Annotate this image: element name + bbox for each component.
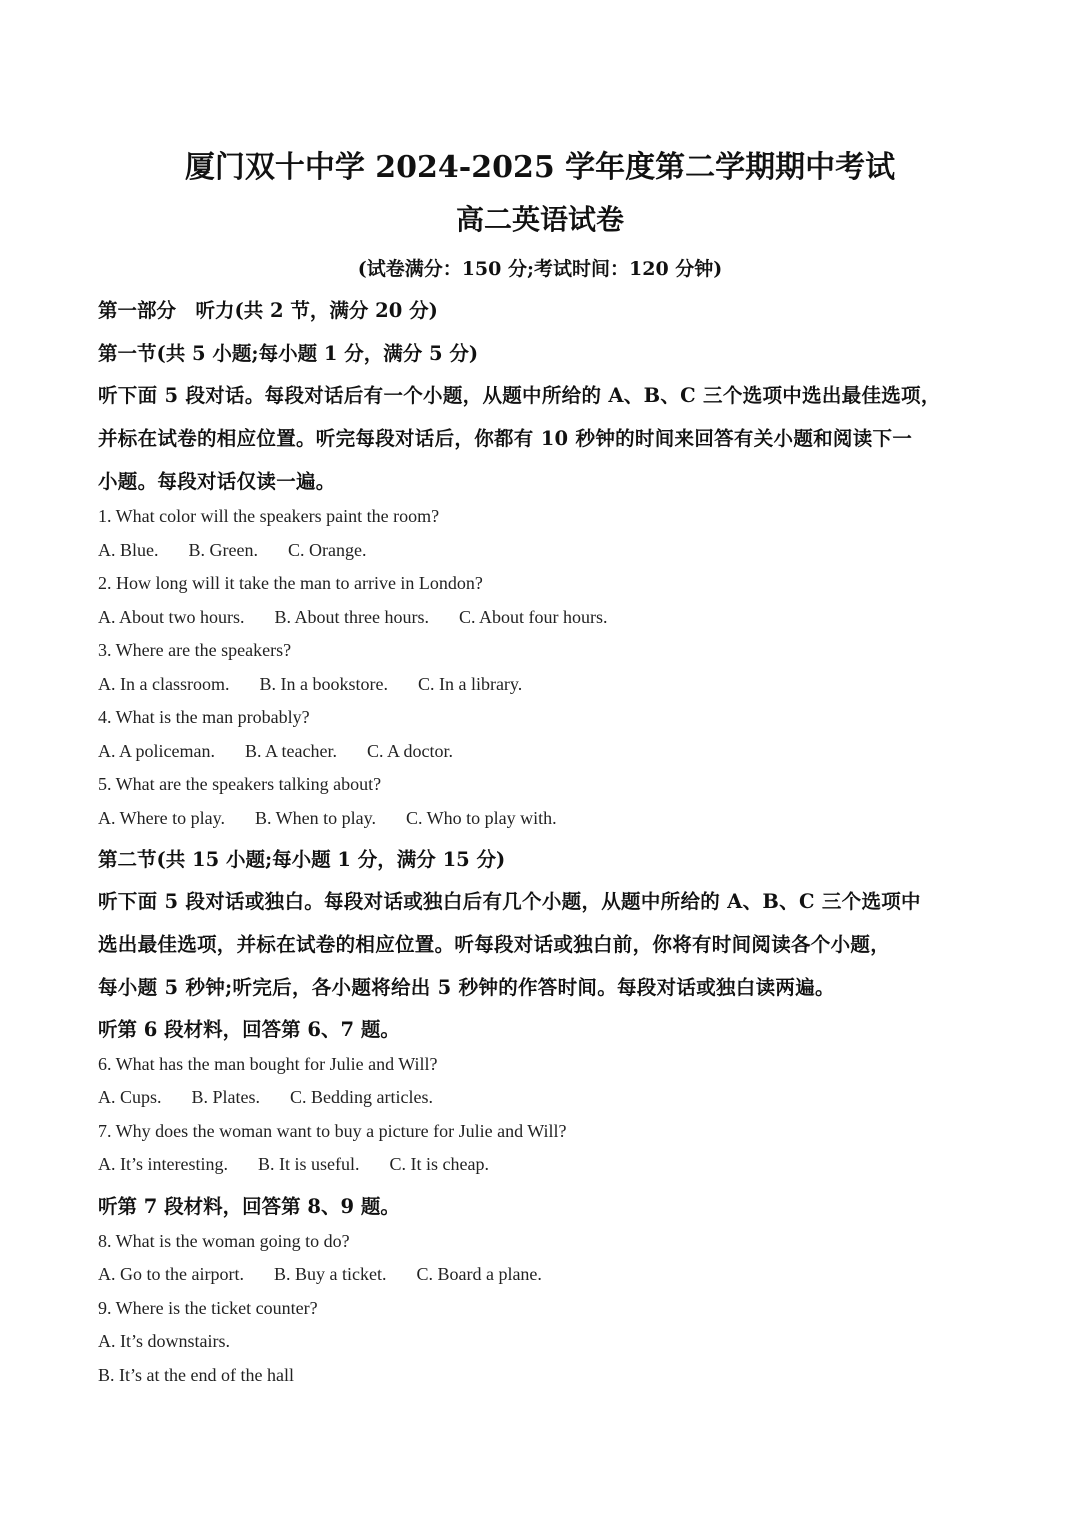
question-text: 6. What has the man bought for Julie and Will?: [98, 1054, 438, 1074]
option: B. Plates.: [191, 1087, 261, 1107]
options-row: [98, 1264, 572, 1285]
options-row: [98, 1087, 463, 1108]
option: C. It is cheap.: [389, 1154, 489, 1174]
instruction-line: 选出最佳选项，并标在试卷的相应位置。听每段对话或独白前，你将有时间阅读各个小题，: [98, 933, 891, 956]
option: A. In a classroom.: [98, 674, 230, 694]
material-heading: 听第 6 段材料，回答第 6、7 题。: [98, 1018, 400, 1041]
options-row: [98, 607, 638, 628]
option: A. Where to play.: [98, 808, 225, 828]
option: C. Orange.: [287, 540, 367, 560]
option: A. Blue.: [98, 540, 159, 560]
section-heading: 第一节(共 5 小题;每小题 1 分，满分 5 分): [98, 342, 479, 365]
option: A. Go to the airport.: [98, 1264, 244, 1284]
question-text: 5. What are the speakers talking about?: [98, 774, 382, 794]
question-text: 4. What is the man probably?: [98, 707, 310, 727]
instruction-line: 并标在试卷的相应位置。听完每段对话后，你都有 10 秒钟的时间来回答有关小题和阅读下一: [98, 427, 913, 450]
option: B. In a bookstore.: [259, 674, 388, 694]
instruction-line: 小题。每段对话仅读一遍。: [98, 470, 336, 493]
option: C. Board a plane.: [416, 1264, 542, 1284]
option: B. Buy a ticket.: [273, 1264, 387, 1284]
option: B. A teacher.: [244, 741, 337, 761]
option: B. About three hours.: [274, 607, 430, 627]
instruction-line: 听下面 5 段对话或独白。每段对话或独白后有几个小题，从题中所给的 A、B、C 三个选项中: [98, 890, 921, 913]
option: B. It’s at the end of the hall: [98, 1365, 294, 1385]
option: B. Green.: [188, 540, 258, 560]
option: A. About two hours.: [98, 607, 245, 627]
question-text: 3. Where are the speakers?: [98, 640, 292, 660]
options-row: [98, 808, 587, 829]
exam-subtitle: 高二英语试卷: [455, 203, 624, 236]
question-text: 9. Where is the ticket counter?: [98, 1298, 318, 1318]
option: C. Who to play with.: [405, 808, 557, 828]
option: A. A policeman.: [98, 741, 215, 761]
question-text: 8. What is the woman going to do?: [98, 1231, 350, 1251]
exam-title: 厦门双十中学 2024-2025 学年度第二学期期中考试: [184, 150, 896, 185]
part-heading: 第一部分 听力(共 2 节，满分 20 分): [98, 299, 438, 322]
question-text: 7. Why does the woman want to buy a picture for Julie and Will?: [98, 1121, 567, 1141]
section-heading: 第二节(共 15 小题;每小题 1 分，满分 15 分): [98, 848, 506, 871]
option: A. It’s interesting.: [98, 1154, 228, 1174]
option: B. It is useful.: [257, 1154, 360, 1174]
question-text: 1. What color will the speakers paint the room?: [98, 506, 440, 526]
option: A. It’s downstairs.: [98, 1331, 230, 1351]
options-row: [98, 674, 552, 695]
options-row: [98, 1154, 519, 1175]
option: C. A doctor.: [366, 741, 453, 761]
material-heading: 听第 7 段材料，回答第 8、9 题。: [98, 1195, 400, 1218]
option: B. When to play.: [254, 808, 376, 828]
options-row: [98, 540, 396, 561]
exam-info-note: (试卷满分：150 分;考试时间：120 分钟): [357, 258, 723, 280]
options-row: [98, 741, 483, 762]
instruction-line: 听下面 5 段对话。每段对话后有一个小题，从题中所给的 A、B、C 三个选项中选出最佳选项，: [98, 384, 941, 407]
instruction-line: 每小题 5 秒钟;听完后，各小题将给出 5 秒钟的作答时间。每段对话或独白读两遍。: [98, 976, 835, 999]
option: C. Bedding articles.: [290, 1087, 434, 1107]
option: C. About four hours.: [459, 607, 608, 627]
option: A. Cups.: [98, 1087, 162, 1107]
option: C. In a library.: [417, 674, 523, 694]
question-text: 2. How long will it take the man to arrive in London?: [98, 573, 483, 593]
